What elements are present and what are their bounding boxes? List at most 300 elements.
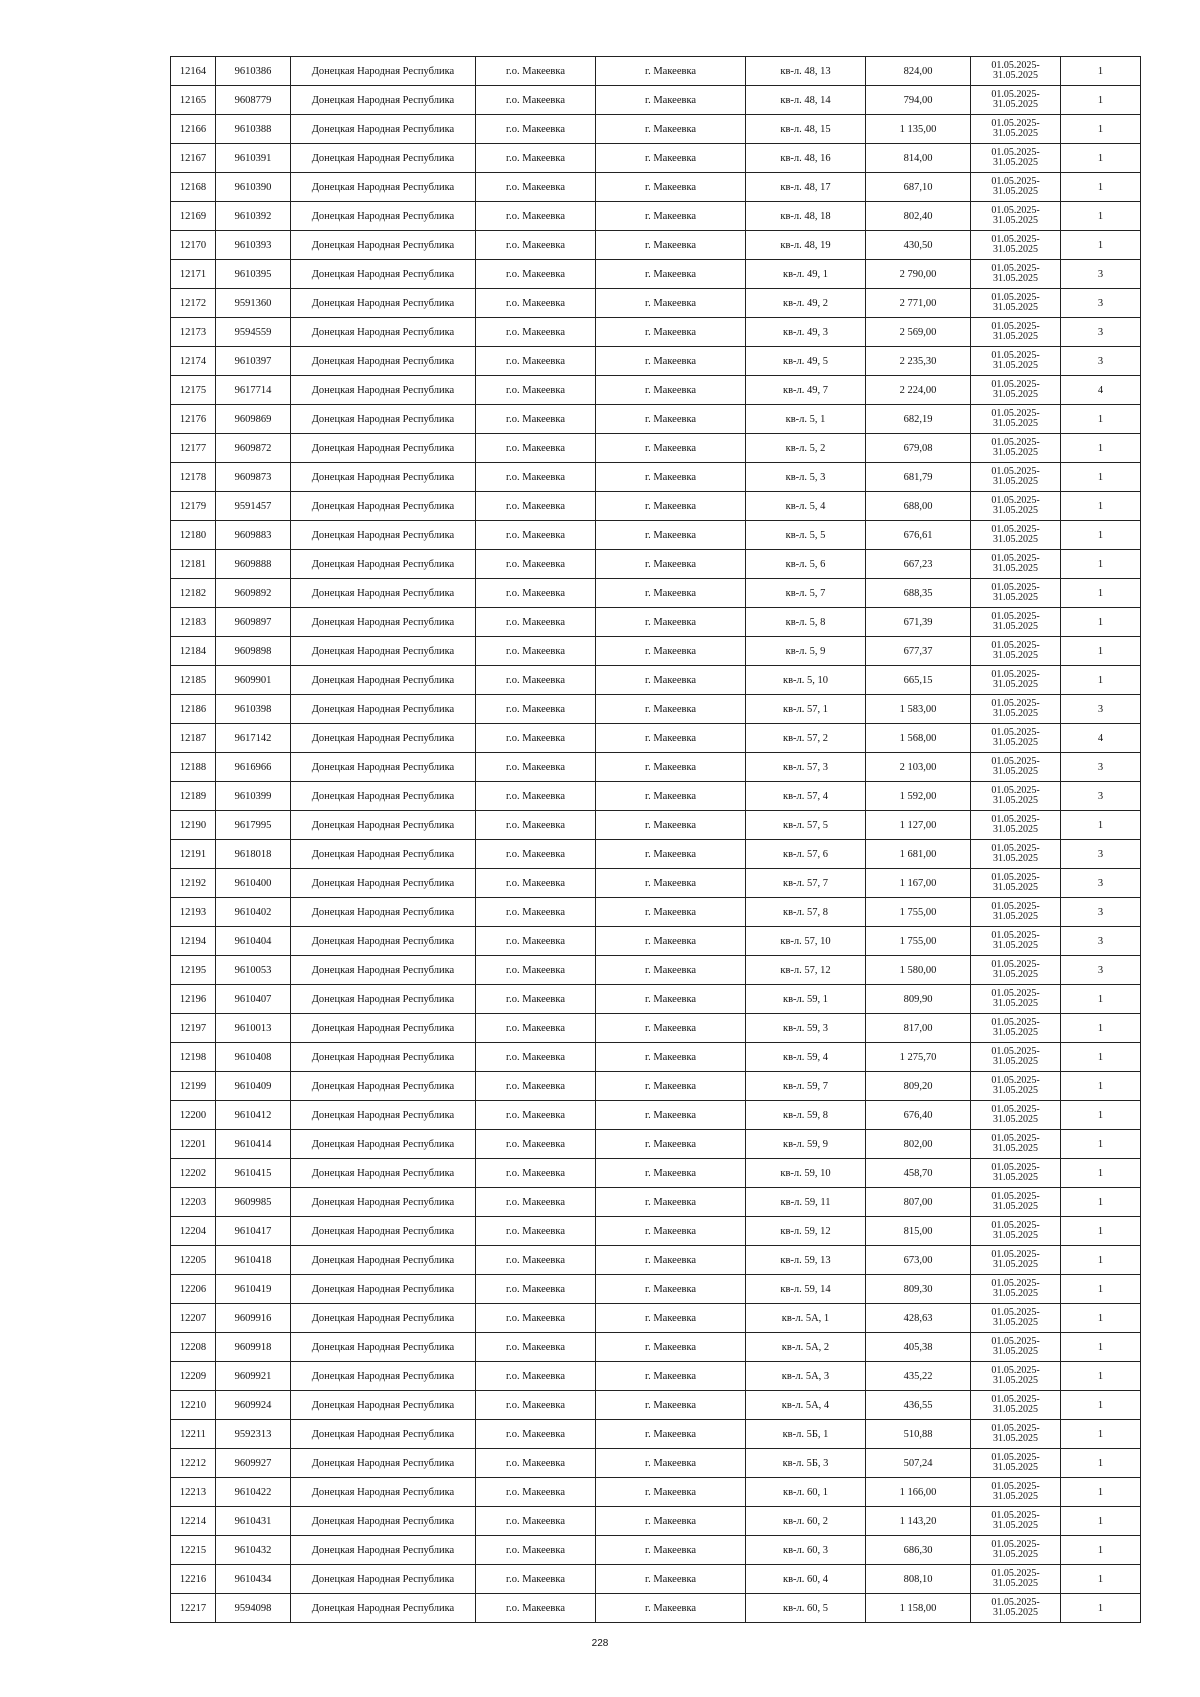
region-cell: Донецкая Народная Республика — [291, 869, 476, 898]
period-cell — [971, 318, 1061, 347]
period-start: 01.05.2025- — [991, 1103, 1040, 1115]
city-cell: г. Макеевка — [596, 898, 746, 927]
district-cell: г.о. Макеевка — [476, 1130, 596, 1159]
period-end: 31.05.2025 — [993, 360, 1038, 371]
object-id-cell: 9610412 — [216, 1101, 291, 1130]
region-cell: Донецкая Народная Республика — [291, 289, 476, 318]
row-index-cell: 12183 — [171, 608, 216, 637]
period-cell — [971, 1362, 1061, 1391]
row-index-cell: 12189 — [171, 782, 216, 811]
object-id-cell: 9609918 — [216, 1333, 291, 1362]
period-end: 31.05.2025 — [993, 1259, 1038, 1270]
object-id-cell: 9609924 — [216, 1391, 291, 1420]
city-cell: г. Макеевка — [596, 811, 746, 840]
table-row — [171, 173, 1141, 202]
district-cell: г.о. Макеевка — [476, 1159, 596, 1188]
period-start: 01.05.2025- — [991, 1364, 1040, 1376]
address-cell: кв-л. 48, 19 — [746, 231, 866, 260]
period-start: 01.05.2025- — [991, 1393, 1040, 1405]
address-cell: кв-л. 59, 3 — [746, 1014, 866, 1043]
period-cell — [971, 1391, 1061, 1420]
area-cell: 436,55 — [866, 1391, 971, 1420]
count-cell: 1 — [1061, 1420, 1141, 1449]
area-cell: 1 568,00 — [866, 724, 971, 753]
region-cell: Донецкая Народная Республика — [291, 1043, 476, 1072]
area-cell: 809,20 — [866, 1072, 971, 1101]
region-cell: Донецкая Народная Республика — [291, 434, 476, 463]
district-cell: г.о. Макеевка — [476, 1565, 596, 1594]
object-id-cell: 9609883 — [216, 521, 291, 550]
period-start: 01.05.2025- — [991, 320, 1040, 332]
address-cell: кв-л. 49, 2 — [746, 289, 866, 318]
region-cell: Донецкая Народная Республика — [291, 1217, 476, 1246]
period-end: 31.05.2025 — [993, 563, 1038, 574]
count-cell: 3 — [1061, 289, 1141, 318]
period-end: 31.05.2025 — [993, 534, 1038, 545]
period-start: 01.05.2025- — [991, 1480, 1040, 1492]
area-cell: 687,10 — [866, 173, 971, 202]
district-cell: г.о. Макеевка — [476, 1014, 596, 1043]
period-end: 31.05.2025 — [993, 882, 1038, 893]
row-index-cell: 12167 — [171, 144, 216, 173]
period-end: 31.05.2025 — [993, 389, 1038, 400]
period-cell — [971, 1159, 1061, 1188]
period-start: 01.05.2025- — [991, 1422, 1040, 1434]
address-cell: кв-л. 57, 12 — [746, 956, 866, 985]
area-cell: 676,61 — [866, 521, 971, 550]
count-cell: 3 — [1061, 898, 1141, 927]
area-cell: 808,10 — [866, 1565, 971, 1594]
count-cell: 3 — [1061, 695, 1141, 724]
row-index-cell: 12182 — [171, 579, 216, 608]
table-row — [171, 347, 1141, 376]
period-start: 01.05.2025- — [991, 349, 1040, 361]
city-cell: г. Макеевка — [596, 463, 746, 492]
object-id-cell: 9610395 — [216, 260, 291, 289]
city-cell: г. Макеевка — [596, 1536, 746, 1565]
row-index-cell: 12166 — [171, 115, 216, 144]
count-cell: 1 — [1061, 1507, 1141, 1536]
address-cell: кв-л. 5А, 3 — [746, 1362, 866, 1391]
area-cell: 686,30 — [866, 1536, 971, 1565]
period-end: 31.05.2025 — [993, 1549, 1038, 1560]
count-cell: 1 — [1061, 463, 1141, 492]
period-end: 31.05.2025 — [993, 737, 1038, 748]
count-cell: 1 — [1061, 1014, 1141, 1043]
city-cell: г. Макеевка — [596, 1362, 746, 1391]
period-start: 01.05.2025- — [991, 1045, 1040, 1057]
address-cell: кв-л. 49, 1 — [746, 260, 866, 289]
object-id-cell: 9610399 — [216, 782, 291, 811]
count-cell: 1 — [1061, 637, 1141, 666]
district-cell: г.о. Макеевка — [476, 376, 596, 405]
period-cell — [971, 1217, 1061, 1246]
row-index-cell: 12209 — [171, 1362, 216, 1391]
period-cell — [971, 1130, 1061, 1159]
city-cell: г. Макеевка — [596, 1188, 746, 1217]
area-cell: 802,40 — [866, 202, 971, 231]
object-id-cell: 9610404 — [216, 927, 291, 956]
period-cell — [971, 1507, 1061, 1536]
period-end: 31.05.2025 — [993, 1114, 1038, 1125]
count-cell: 3 — [1061, 318, 1141, 347]
object-id-cell: 9610414 — [216, 1130, 291, 1159]
period-end: 31.05.2025 — [993, 1404, 1038, 1415]
city-cell: г. Макеевка — [596, 666, 746, 695]
address-cell: кв-л. 57, 6 — [746, 840, 866, 869]
count-cell: 1 — [1061, 521, 1141, 550]
period-cell — [971, 1101, 1061, 1130]
area-cell: 2 790,00 — [866, 260, 971, 289]
district-cell: г.о. Макеевка — [476, 173, 596, 202]
region-cell: Донецкая Народная Республика — [291, 231, 476, 260]
period-end: 31.05.2025 — [993, 621, 1038, 632]
region-cell: Донецкая Народная Республика — [291, 1072, 476, 1101]
object-id-cell: 9610415 — [216, 1159, 291, 1188]
period-cell — [971, 869, 1061, 898]
city-cell: г. Макеевка — [596, 376, 746, 405]
object-id-cell: 9616966 — [216, 753, 291, 782]
address-cell: кв-л. 5, 3 — [746, 463, 866, 492]
period-start: 01.05.2025- — [991, 1248, 1040, 1260]
row-index-cell: 12208 — [171, 1333, 216, 1362]
table-row — [171, 608, 1141, 637]
object-id-cell: 9609897 — [216, 608, 291, 637]
data-table — [170, 56, 1141, 1623]
row-index-cell: 12168 — [171, 173, 216, 202]
period-cell — [971, 898, 1061, 927]
district-cell: г.о. Макеевка — [476, 1594, 596, 1623]
area-cell: 1 580,00 — [866, 956, 971, 985]
area-cell: 1 143,20 — [866, 1507, 971, 1536]
district-cell: г.о. Макеевка — [476, 1478, 596, 1507]
district-cell: г.о. Макеевка — [476, 1362, 596, 1391]
period-cell — [971, 1333, 1061, 1362]
address-cell: кв-л. 59, 8 — [746, 1101, 866, 1130]
table-row — [171, 1594, 1141, 1623]
count-cell: 3 — [1061, 753, 1141, 782]
district-cell: г.о. Макеевка — [476, 57, 596, 86]
period-cell — [971, 1420, 1061, 1449]
object-id-cell: 9609873 — [216, 463, 291, 492]
object-id-cell: 9591457 — [216, 492, 291, 521]
period-cell — [971, 434, 1061, 463]
district-cell: г.о. Макеевка — [476, 347, 596, 376]
region-cell: Донецкая Народная Республика — [291, 144, 476, 173]
row-index-cell: 12191 — [171, 840, 216, 869]
region-cell: Донецкая Народная Республика — [291, 550, 476, 579]
address-cell: кв-л. 57, 4 — [746, 782, 866, 811]
row-index-cell: 12195 — [171, 956, 216, 985]
period-start: 01.05.2025- — [991, 146, 1040, 158]
table-row — [171, 1449, 1141, 1478]
object-id-cell: 9609927 — [216, 1449, 291, 1478]
table-row — [171, 376, 1141, 405]
district-cell: г.о. Макеевка — [476, 1449, 596, 1478]
period-end: 31.05.2025 — [993, 1578, 1038, 1589]
region-cell: Донецкая Народная Республика — [291, 173, 476, 202]
area-cell: 1 127,00 — [866, 811, 971, 840]
period-end: 31.05.2025 — [993, 650, 1038, 661]
table-row — [171, 724, 1141, 753]
area-cell: 688,00 — [866, 492, 971, 521]
city-cell: г. Макеевка — [596, 1478, 746, 1507]
district-cell: г.о. Макеевка — [476, 579, 596, 608]
address-cell: кв-л. 5, 9 — [746, 637, 866, 666]
count-cell: 1 — [1061, 550, 1141, 579]
row-index-cell: 12178 — [171, 463, 216, 492]
object-id-cell: 9610013 — [216, 1014, 291, 1043]
row-index-cell: 12179 — [171, 492, 216, 521]
table-row — [171, 1217, 1141, 1246]
area-cell: 510,88 — [866, 1420, 971, 1449]
row-index-cell: 12174 — [171, 347, 216, 376]
city-cell: г. Макеевка — [596, 1391, 746, 1420]
period-cell — [971, 782, 1061, 811]
object-id-cell: 9610434 — [216, 1565, 291, 1594]
area-cell: 1 755,00 — [866, 898, 971, 927]
period-cell — [971, 260, 1061, 289]
table-row — [171, 1130, 1141, 1159]
district-cell: г.о. Макеевка — [476, 1246, 596, 1275]
period-cell — [971, 1536, 1061, 1565]
period-start: 01.05.2025- — [991, 871, 1040, 883]
object-id-cell: 9610417 — [216, 1217, 291, 1246]
period-end: 31.05.2025 — [993, 824, 1038, 835]
region-cell: Донецкая Народная Республика — [291, 1420, 476, 1449]
count-cell: 1 — [1061, 1159, 1141, 1188]
city-cell: г. Макеевка — [596, 637, 746, 666]
table-row — [171, 463, 1141, 492]
table-row — [171, 1043, 1141, 1072]
period-cell — [971, 840, 1061, 869]
city-cell: г. Макеевка — [596, 724, 746, 753]
period-cell — [971, 985, 1061, 1014]
address-cell: кв-л. 49, 3 — [746, 318, 866, 347]
period-start: 01.05.2025- — [991, 117, 1040, 129]
region-cell: Донецкая Народная Республика — [291, 521, 476, 550]
area-cell: 673,00 — [866, 1246, 971, 1275]
count-cell: 1 — [1061, 1536, 1141, 1565]
object-id-cell: 9610386 — [216, 57, 291, 86]
period-cell — [971, 1043, 1061, 1072]
city-cell: г. Макеевка — [596, 260, 746, 289]
period-cell — [971, 1594, 1061, 1623]
count-cell: 1 — [1061, 811, 1141, 840]
period-end: 31.05.2025 — [993, 70, 1038, 81]
period-end: 31.05.2025 — [993, 1230, 1038, 1241]
row-index-cell: 12205 — [171, 1246, 216, 1275]
row-index-cell: 12202 — [171, 1159, 216, 1188]
district-cell: г.о. Макеевка — [476, 695, 596, 724]
period-start: 01.05.2025- — [991, 436, 1040, 448]
period-start: 01.05.2025- — [991, 378, 1040, 390]
city-cell: г. Макеевка — [596, 492, 746, 521]
period-start: 01.05.2025- — [991, 726, 1040, 738]
count-cell: 1 — [1061, 1217, 1141, 1246]
object-id-cell: 9610392 — [216, 202, 291, 231]
address-cell: кв-л. 48, 15 — [746, 115, 866, 144]
district-cell: г.о. Макеевка — [476, 1043, 596, 1072]
object-id-cell: 9610393 — [216, 231, 291, 260]
count-cell: 4 — [1061, 376, 1141, 405]
row-index-cell: 12213 — [171, 1478, 216, 1507]
area-cell: 677,37 — [866, 637, 971, 666]
table-row — [171, 1507, 1141, 1536]
row-index-cell: 12184 — [171, 637, 216, 666]
period-end: 31.05.2025 — [993, 679, 1038, 690]
period-end: 31.05.2025 — [993, 418, 1038, 429]
area-cell: 458,70 — [866, 1159, 971, 1188]
district-cell: г.о. Макеевка — [476, 231, 596, 260]
count-cell: 1 — [1061, 1130, 1141, 1159]
area-cell: 676,40 — [866, 1101, 971, 1130]
object-id-cell: 9610407 — [216, 985, 291, 1014]
district-cell: г.о. Макеевка — [476, 956, 596, 985]
period-end: 31.05.2025 — [993, 592, 1038, 603]
period-start: 01.05.2025- — [991, 1016, 1040, 1028]
period-cell — [971, 753, 1061, 782]
period-start: 01.05.2025- — [991, 755, 1040, 767]
city-cell: г. Макеевка — [596, 550, 746, 579]
row-index-cell: 12196 — [171, 985, 216, 1014]
period-end: 31.05.2025 — [993, 969, 1038, 980]
object-id-cell: 9609921 — [216, 1362, 291, 1391]
region-cell: Донецкая Народная Республика — [291, 492, 476, 521]
table-row — [171, 521, 1141, 550]
period-end: 31.05.2025 — [993, 505, 1038, 516]
table-row — [171, 1565, 1141, 1594]
period-start: 01.05.2025- — [991, 233, 1040, 245]
row-index-cell: 12212 — [171, 1449, 216, 1478]
period-start: 01.05.2025- — [991, 1567, 1040, 1579]
period-start: 01.05.2025- — [991, 523, 1040, 535]
area-cell: 2 235,30 — [866, 347, 971, 376]
period-end: 31.05.2025 — [993, 215, 1038, 226]
period-start: 01.05.2025- — [991, 581, 1040, 593]
region-cell: Донецкая Народная Республика — [291, 666, 476, 695]
city-cell: г. Макеевка — [596, 956, 746, 985]
address-cell: кв-л. 49, 7 — [746, 376, 866, 405]
count-cell: 1 — [1061, 57, 1141, 86]
city-cell: г. Макеевка — [596, 695, 746, 724]
district-cell: г.о. Макеевка — [476, 492, 596, 521]
period-cell — [971, 579, 1061, 608]
address-cell: кв-л. 48, 16 — [746, 144, 866, 173]
table-row — [171, 1246, 1141, 1275]
object-id-cell: 9609898 — [216, 637, 291, 666]
object-id-cell: 9610391 — [216, 144, 291, 173]
region-cell: Донецкая Народная Республика — [291, 637, 476, 666]
region-cell: Донецкая Народная Республика — [291, 1478, 476, 1507]
region-cell: Донецкая Народная Республика — [291, 57, 476, 86]
address-cell: кв-л. 57, 5 — [746, 811, 866, 840]
address-cell: кв-л. 59, 14 — [746, 1275, 866, 1304]
region-cell: Донецкая Народная Республика — [291, 695, 476, 724]
period-start: 01.05.2025- — [991, 494, 1040, 506]
address-cell: кв-л. 59, 12 — [746, 1217, 866, 1246]
district-cell: г.о. Макеевка — [476, 1101, 596, 1130]
period-end: 31.05.2025 — [993, 1462, 1038, 1473]
region-cell: Донецкая Народная Республика — [291, 608, 476, 637]
object-id-cell: 9610397 — [216, 347, 291, 376]
district-cell: г.о. Макеевка — [476, 521, 596, 550]
city-cell: г. Макеевка — [596, 1333, 746, 1362]
district-cell: г.о. Макеевка — [476, 463, 596, 492]
table-row — [171, 1391, 1141, 1420]
city-cell: г. Макеевка — [596, 521, 746, 550]
area-cell: 2 103,00 — [866, 753, 971, 782]
city-cell: г. Макеевка — [596, 115, 746, 144]
district-cell: г.о. Макеевка — [476, 985, 596, 1014]
period-cell — [971, 115, 1061, 144]
district-cell: г.о. Макеевка — [476, 405, 596, 434]
count-cell: 3 — [1061, 347, 1141, 376]
period-end: 31.05.2025 — [993, 1056, 1038, 1067]
region-cell: Донецкая Народная Республика — [291, 1594, 476, 1623]
area-cell: 1 755,00 — [866, 927, 971, 956]
period-cell — [971, 144, 1061, 173]
period-cell — [971, 57, 1061, 86]
table-row — [171, 405, 1141, 434]
table-row — [171, 666, 1141, 695]
area-cell: 1 681,00 — [866, 840, 971, 869]
address-cell: кв-л. 48, 17 — [746, 173, 866, 202]
period-end: 31.05.2025 — [993, 1491, 1038, 1502]
count-cell: 1 — [1061, 985, 1141, 1014]
district-cell: г.о. Макеевка — [476, 753, 596, 782]
area-cell: 405,38 — [866, 1333, 971, 1362]
period-start: 01.05.2025- — [991, 1538, 1040, 1550]
object-id-cell: 9591360 — [216, 289, 291, 318]
count-cell: 1 — [1061, 115, 1141, 144]
district-cell: г.о. Макеевка — [476, 1333, 596, 1362]
period-start: 01.05.2025- — [991, 59, 1040, 71]
table-row — [171, 1478, 1141, 1507]
period-start: 01.05.2025- — [991, 291, 1040, 303]
row-index-cell: 12197 — [171, 1014, 216, 1043]
table-row — [171, 1420, 1141, 1449]
period-end: 31.05.2025 — [993, 99, 1038, 110]
city-cell: г. Макеевка — [596, 1304, 746, 1333]
period-end: 31.05.2025 — [993, 447, 1038, 458]
period-end: 31.05.2025 — [993, 940, 1038, 951]
period-cell — [971, 463, 1061, 492]
region-cell: Донецкая Народная Республика — [291, 782, 476, 811]
area-cell: 435,22 — [866, 1362, 971, 1391]
region-cell: Донецкая Народная Республика — [291, 1246, 476, 1275]
address-cell: кв-л. 57, 10 — [746, 927, 866, 956]
district-cell: г.о. Макеевка — [476, 1420, 596, 1449]
period-end: 31.05.2025 — [993, 1317, 1038, 1328]
city-cell: г. Макеевка — [596, 86, 746, 115]
row-index-cell: 12198 — [171, 1043, 216, 1072]
period-cell — [971, 1565, 1061, 1594]
row-index-cell: 12186 — [171, 695, 216, 724]
table-row — [171, 811, 1141, 840]
object-id-cell: 9617995 — [216, 811, 291, 840]
row-index-cell: 12210 — [171, 1391, 216, 1420]
city-cell: г. Макеевка — [596, 1159, 746, 1188]
object-id-cell: 9610419 — [216, 1275, 291, 1304]
period-start: 01.05.2025- — [991, 1219, 1040, 1231]
row-index-cell: 12192 — [171, 869, 216, 898]
city-cell: г. Макеевка — [596, 1565, 746, 1594]
city-cell: г. Макеевка — [596, 1449, 746, 1478]
address-cell: кв-л. 59, 13 — [746, 1246, 866, 1275]
city-cell: г. Макеевка — [596, 1507, 746, 1536]
row-index-cell: 12180 — [171, 521, 216, 550]
